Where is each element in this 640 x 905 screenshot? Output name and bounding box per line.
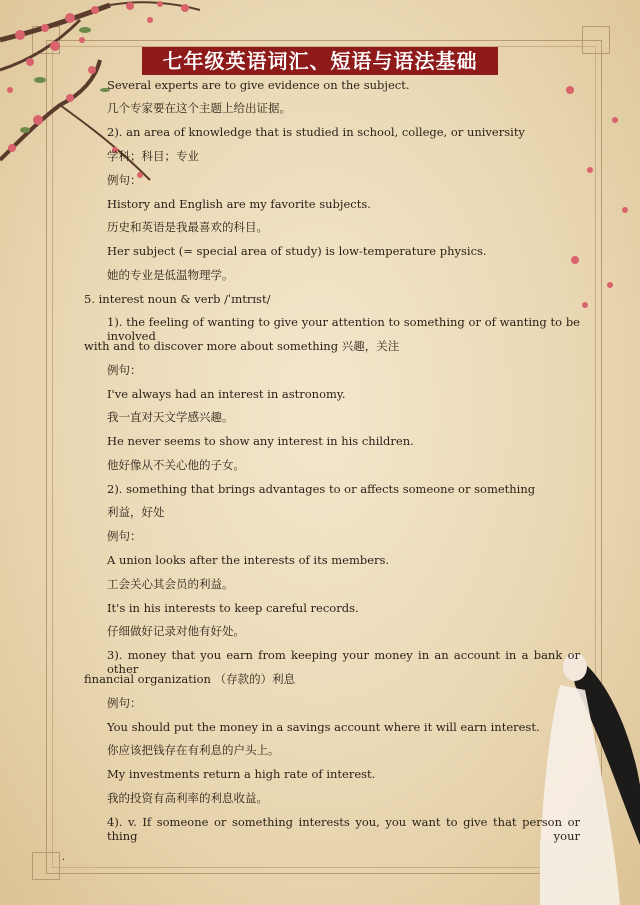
text-line: 学科；科目；专业	[107, 149, 199, 163]
text-line: 例句：	[107, 696, 142, 710]
text-line: 例句：	[107, 173, 142, 187]
ancient-girl-illustration	[530, 645, 640, 905]
text-line: 我的投资有高利率的利息收益。	[107, 791, 268, 805]
text-line: 利益，好处	[107, 505, 165, 519]
text-line: My investments return a high rate of interest.	[107, 767, 376, 781]
text-line: 她的专业是低温物理学。	[107, 268, 234, 282]
text-line: 你应该把钱存在有利息的户头上。	[107, 743, 280, 757]
plum-blossom-branch-illustration	[0, 0, 240, 200]
text-line: 4). v. If someone or something interests you, you want to give that person or thing your	[107, 815, 580, 843]
text-line: with and to discover more about something 兴趣，关注	[84, 339, 400, 353]
text-line: Several experts are to give evidence on the subject.	[107, 78, 410, 92]
falling-petals-decoration	[530, 80, 640, 320]
text-line: You should put the money in a savings account where it will earn interest.	[107, 720, 540, 734]
text-line: 例句：	[107, 363, 142, 377]
text-line: financial organization （存款的）利息	[84, 672, 296, 686]
text-line: 3). money that you earn from keeping your money in an account in a bank or other	[107, 648, 580, 676]
text-line: 几个专家要在这个主题上给出证据。	[107, 101, 291, 115]
text-line: 2). an area of knowledge that is studied in school, college, or university	[107, 125, 525, 139]
corner-ornament	[32, 852, 60, 880]
section-heading: 5. interest noun & verb /ˈɪntrɪst/	[84, 292, 271, 306]
text-line: 1). the feeling of wanting to give your attention to something or of wanting to be involved	[107, 315, 580, 343]
text-line: It's in his interests to keep careful records.	[107, 601, 359, 615]
footer-mark: .	[62, 852, 66, 863]
text-line: 工会关心其会员的利益。	[107, 577, 234, 591]
text-line: 2). something that brings advantages to or affects someone or something	[107, 482, 536, 496]
text-line: 仔细做好记录对他有好处。	[107, 624, 245, 638]
corner-ornament	[582, 26, 610, 54]
page-title: 七年级英语词汇、短语与语法基础	[142, 47, 498, 75]
text-line: A union looks after the interests of its members.	[107, 553, 390, 567]
text-line: I've always had an interest in astronomy.	[107, 387, 346, 401]
text-line: 例句：	[107, 529, 142, 543]
text-line: He never seems to show any interest in his children.	[107, 434, 414, 448]
text-line: 历史和英语是我最喜欢的科目。	[107, 220, 268, 234]
text-line: 我一直对天文学感兴趣。	[107, 410, 234, 424]
text-line: Her subject (= special area of study) is low-temperature physics.	[107, 244, 487, 258]
text-line: 他好像从不关心他的子女。	[107, 458, 245, 472]
text-line: History and English are my favorite subjects.	[107, 197, 371, 211]
